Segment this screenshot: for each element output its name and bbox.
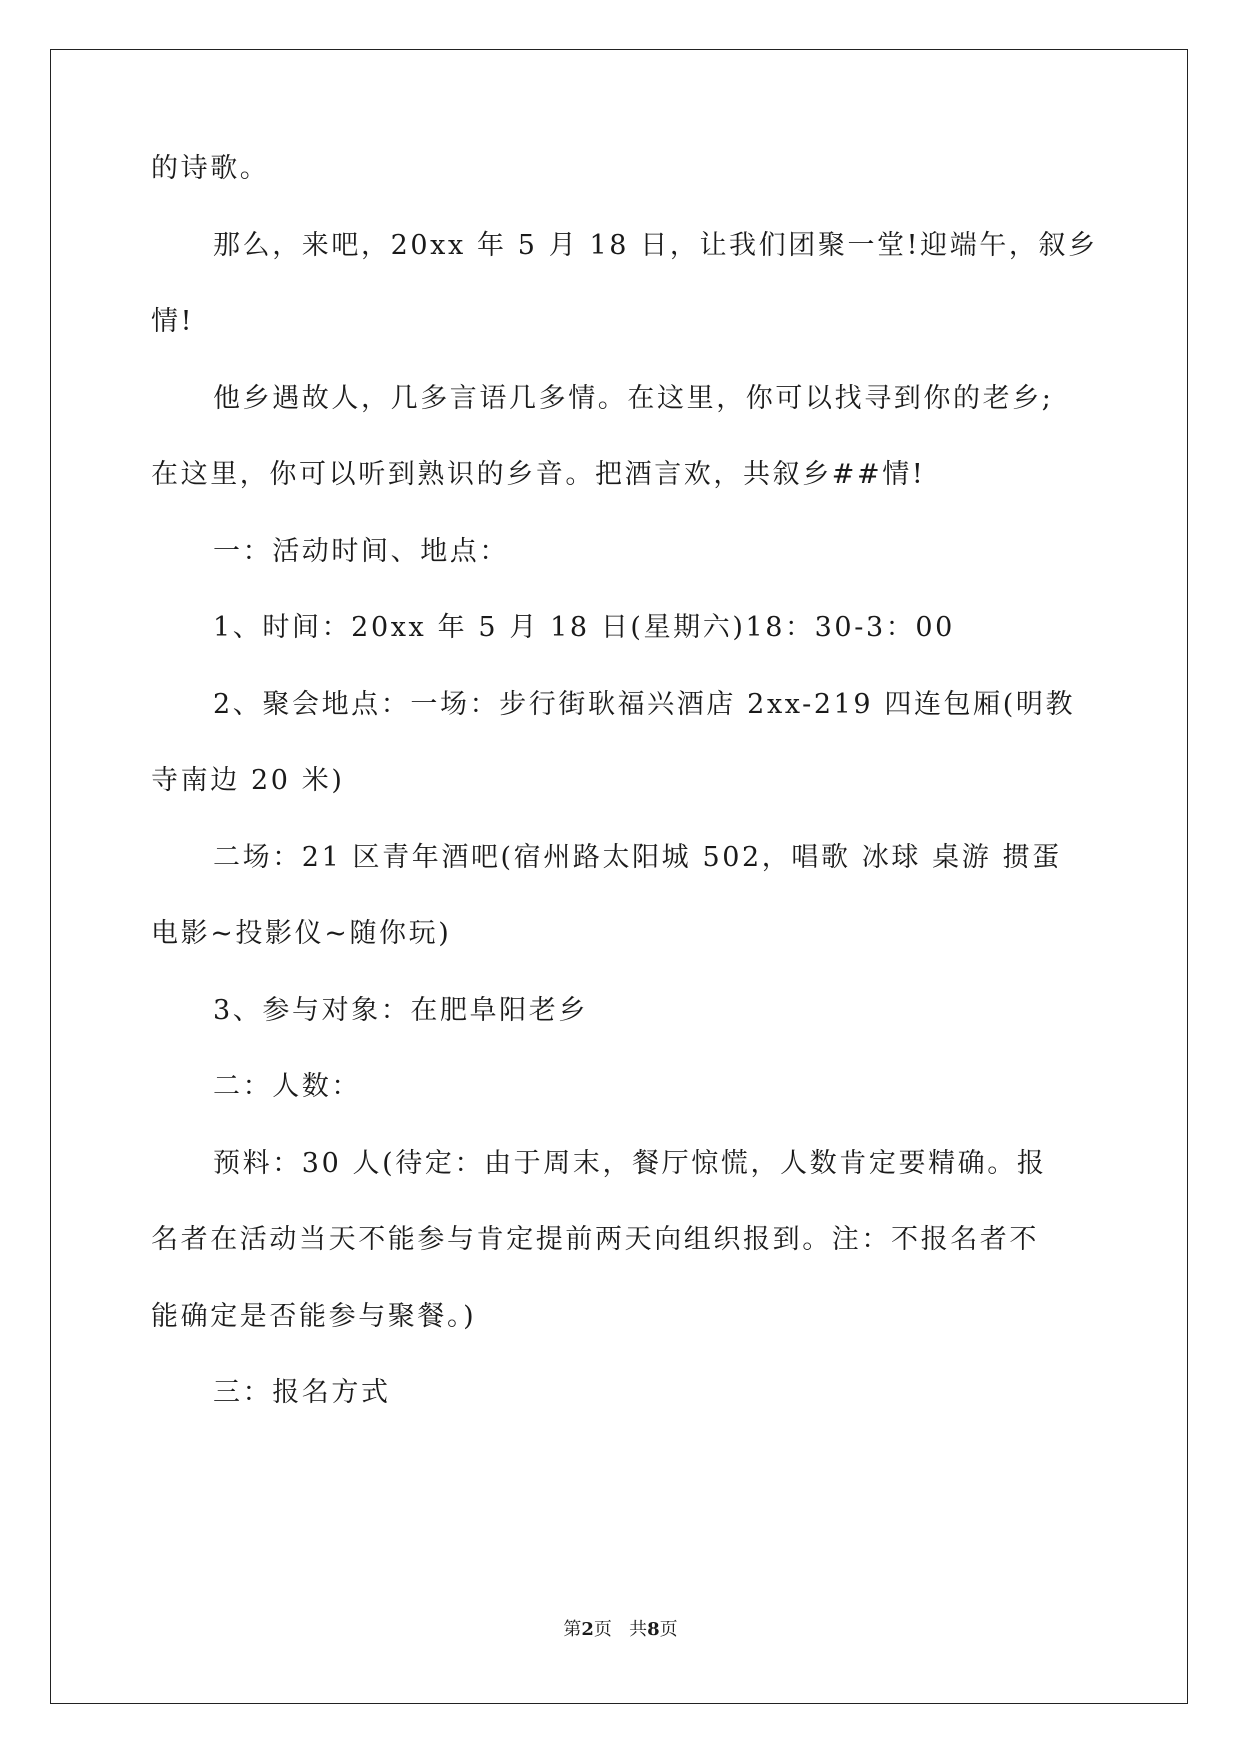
paragraph-first-line: 他乡遇故人，几多言语几多情。在这里，你可以找寻到你的老乡; [213, 383, 1054, 414]
section-heading: 一：活动时间、地点： [213, 536, 509, 567]
section-heading: 三：报名方式 [213, 1377, 391, 1408]
current-page-number: 2 [581, 1619, 594, 1640]
text-line: 寺南边 20 米) [151, 765, 345, 796]
text-line: 能确定是否能参与聚餐。) [151, 1301, 477, 1332]
total-page-number: 8 [647, 1619, 660, 1640]
paragraph-first-line: 二场：21 区青年酒吧(宿州路太阳城 502，唱歌 冰球 桌游 掼蛋 [213, 842, 1062, 873]
text-line: 名者在活动当天不能参与肯定提前两天向组织报到。注：不报名者不 [151, 1224, 1039, 1255]
total-label-suffix: 页 [659, 1619, 678, 1640]
total-label-prefix: 共 [629, 1619, 648, 1640]
page-footer [0, 1621, 1241, 1639]
text-line: 在这里，你可以听到熟识的乡音。把酒言欢，共叙乡##情! [151, 459, 926, 490]
section-heading: 二：人数： [213, 1071, 361, 1102]
page-label-prefix: 第 [563, 1619, 582, 1640]
text-line: 的诗歌。 [151, 153, 270, 184]
text-line: 电影~投影仪~随你玩) [151, 918, 452, 949]
paragraph-first-line: 2、聚会地点：一场：步行街耿福兴酒店 2xx-219 四连包厢(明教 [213, 689, 1076, 720]
text-line: 情! [151, 306, 195, 337]
paragraph-first-line: 3、参与对象：在肥阜阳老乡 [213, 995, 588, 1026]
paragraph-first-line: 预料：30 人(待定：由于周末，餐厅惊慌，人数肯定要精确。报 [213, 1148, 1047, 1179]
page-label-suffix: 页 [593, 1619, 612, 1640]
paragraph-first-line: 1、时间：20xx 年 5 月 18 日(星期六)18：30-3：00 [213, 612, 955, 643]
paragraph-first-line: 那么，来吧，20xx 年 5 月 18 日，让我们团聚一堂!迎端午，叙乡 [213, 230, 1098, 261]
page-border [50, 49, 1188, 1704]
